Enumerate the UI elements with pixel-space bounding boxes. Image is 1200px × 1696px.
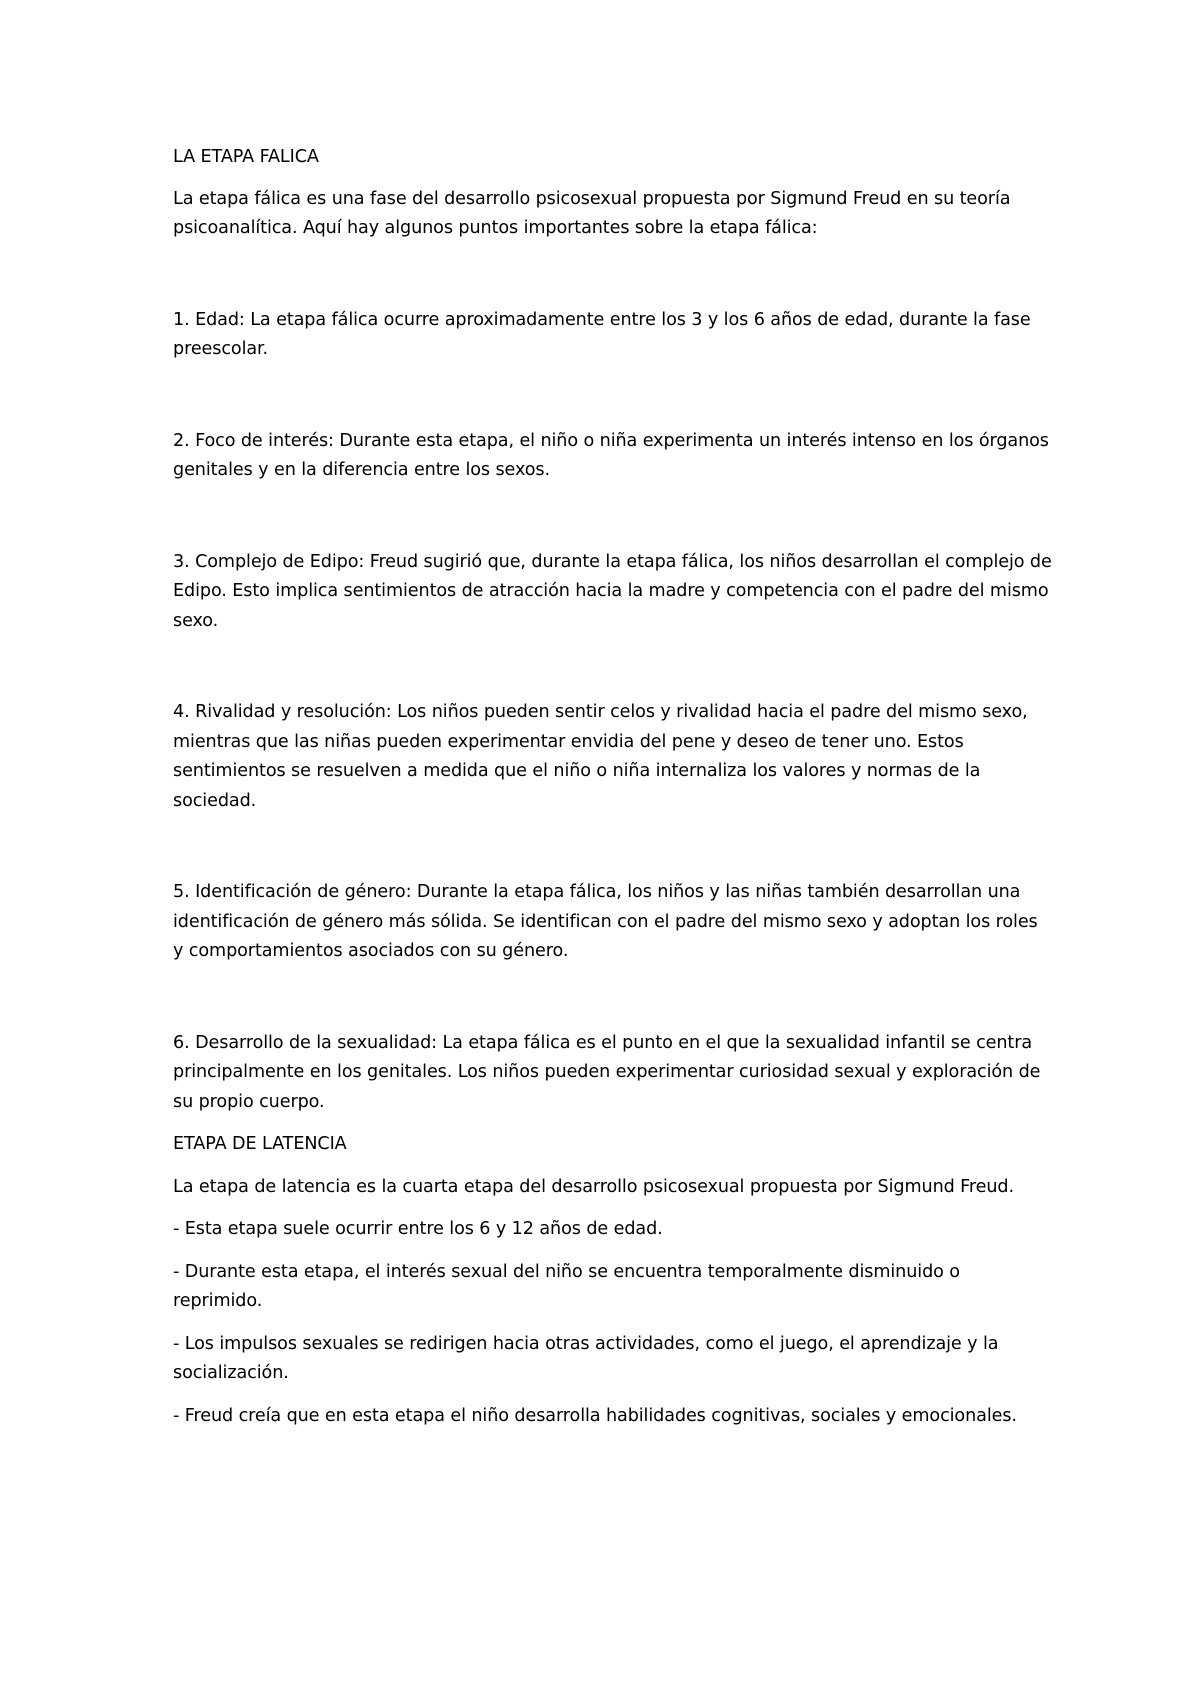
bullet-item: - Durante esta etapa, el interés sexual del niño se encuentra temporalmente disminuido o reprimido. [173, 1261, 960, 1311]
section-title-falica: LA ETAPA FALICA [173, 147, 319, 167]
document-body [173, 143, 1053, 1444]
point-desarrollo-sexualidad: 6. Desarrollo de la sexualidad: La etapa fálica es el punto en el que la sexualidad infantil se centra principalmente en los genitales. Los niños pueden experimentar curiosidad sexual y exploración de su propio cuerpo. [173, 1032, 1041, 1112]
point-rivalidad-y-resolucion: 4. Rivalidad y resolución: Los niños pueden sentir celos y rivalidad hacia el padre del mismo sexo, mientras que las niñas pueden experimentar envidia del pene y deseo de tener uno. Estos sentimientos se resuelven a medida que el niño o niña internaliza los valores y normas de la sociedad. [173, 702, 1028, 811]
point-identificacion-de-genero: 5. Identificación de género: Durante la etapa fálica, los niños y las niñas también desarrollan una identificación de género más sólida. Se identifican con el padre del mismo sexo y adoptan los roles y comportamientos asociados con su género. [173, 882, 1038, 961]
intro-paragraph-falica: La etapa fálica es una fase del desarrollo psicosexual propuesta por Sigmund Freud en su teoría psicoanalítica. Aquí hay algunos puntos importantes sobre la etapa fálica: [173, 188, 1011, 238]
bullet-item: - Esta etapa suele ocurrir entre los 6 y 12 años de edad. [173, 1219, 663, 1239]
point-complejo-de-edipo: 3. Complejo de Edipo: Freud sugirió que, durante la etapa fálica, los niños desarrollan el complejo de Edipo. Esto implica sentimientos de atracción hacia la madre y competencia con el padre del mismo sexo. [173, 551, 1052, 631]
point-foco-de-interes: 2. Foco de interés: Durante esta etapa, el niño o niña experimenta un interés intenso en los órganos genitales y en la diferencia entre los sexos. [173, 430, 1049, 480]
bullet-item: - Los impulsos sexuales se redirigen hacia otras actividades, como el juego, el aprendizaje y la socialización. [173, 1333, 999, 1383]
point-edad: 1. Edad: La etapa fálica ocurre aproximadamente entre los 3 y los 6 años de edad, durante la fase preescolar. [173, 309, 1031, 359]
intro-paragraph-latencia: La etapa de latencia es la cuarta etapa del desarrollo psicosexual propuesta por Sigmund Freud. [173, 1176, 1014, 1197]
bullet-item: - Freud creía que en esta etapa el niño desarrolla habilidades cognitivas, sociales y emocionales. [173, 1405, 1017, 1426]
section-title-latencia: ETAPA DE LATENCIA [173, 1134, 347, 1154]
